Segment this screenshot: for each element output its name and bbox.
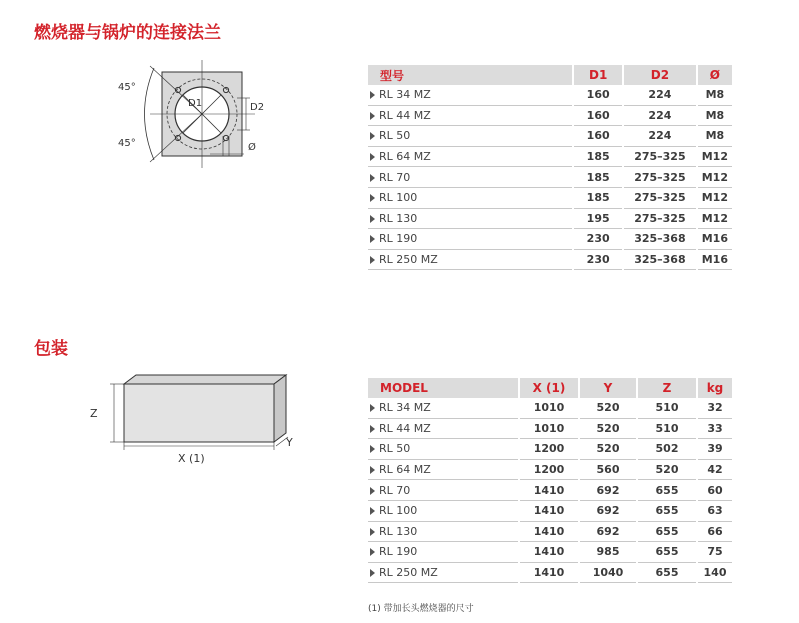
table-cell: 275–325 bbox=[623, 146, 697, 167]
column-header: D1 bbox=[573, 65, 623, 85]
model-cell: RL 130 bbox=[367, 521, 519, 542]
packaging-box-diagram bbox=[88, 370, 308, 470]
table-cell: 1410 bbox=[519, 521, 579, 542]
table-row bbox=[367, 521, 733, 542]
table-cell: 502 bbox=[637, 439, 697, 460]
table-cell: 655 bbox=[637, 542, 697, 563]
model-cell: RL 100 bbox=[367, 187, 573, 208]
table-cell: 275–325 bbox=[623, 187, 697, 208]
table-cell: 224 bbox=[623, 126, 697, 147]
model-cell: RL 34 MZ bbox=[367, 85, 573, 105]
table-row bbox=[367, 126, 733, 147]
arrow-right-icon bbox=[370, 256, 375, 264]
table-cell: 655 bbox=[637, 521, 697, 542]
angle-bottom-label: 45° bbox=[118, 138, 136, 149]
arrow-right-icon bbox=[370, 174, 375, 182]
table-cell: 520 bbox=[637, 459, 697, 480]
table-row bbox=[367, 398, 733, 418]
table-cell: M8 bbox=[697, 105, 733, 126]
arrow-right-icon bbox=[370, 569, 375, 577]
footnote: (1) 带加长头燃烧器的尺寸 bbox=[368, 604, 474, 614]
arrow-right-icon bbox=[370, 487, 375, 495]
model-cell: RL 50 bbox=[367, 439, 519, 460]
arrow-right-icon bbox=[370, 425, 375, 433]
d2-label: D2 bbox=[250, 102, 265, 113]
table-row bbox=[367, 167, 733, 188]
column-header: 型号 bbox=[367, 65, 573, 85]
model-cell: RL 250 MZ bbox=[367, 562, 519, 583]
table-row bbox=[367, 459, 733, 480]
table-row bbox=[367, 146, 733, 167]
table-cell: 1200 bbox=[519, 439, 579, 460]
table-cell: 39 bbox=[697, 439, 733, 460]
model-cell: RL 44 MZ bbox=[367, 418, 519, 439]
table-cell: 325–368 bbox=[623, 229, 697, 250]
table-cell: M8 bbox=[697, 126, 733, 147]
column-header: kg bbox=[697, 378, 733, 398]
x-label: X (1) bbox=[178, 452, 205, 465]
table-cell: 325–368 bbox=[623, 249, 697, 270]
column-header: Ø bbox=[697, 65, 733, 85]
table-cell: 160 bbox=[573, 105, 623, 126]
flange-table bbox=[366, 65, 734, 270]
table-cell: 63 bbox=[697, 500, 733, 521]
table-cell: 224 bbox=[623, 85, 697, 105]
table-cell: 160 bbox=[573, 126, 623, 147]
table-cell: M8 bbox=[697, 85, 733, 105]
table-cell: M12 bbox=[697, 208, 733, 229]
arrow-right-icon bbox=[370, 235, 375, 243]
table-cell: 692 bbox=[579, 521, 637, 542]
table-cell: 520 bbox=[579, 398, 637, 418]
table-cell: 1410 bbox=[519, 542, 579, 563]
table-cell: 560 bbox=[579, 459, 637, 480]
table-cell: 230 bbox=[573, 249, 623, 270]
model-cell: RL 44 MZ bbox=[367, 105, 573, 126]
table-cell: 520 bbox=[579, 439, 637, 460]
table-cell: 75 bbox=[697, 542, 733, 563]
table-cell: 224 bbox=[623, 105, 697, 126]
table-cell: 32 bbox=[697, 398, 733, 418]
arrow-right-icon bbox=[370, 466, 375, 474]
arrow-right-icon bbox=[370, 528, 375, 536]
table-cell: 140 bbox=[697, 562, 733, 583]
table-cell: 1040 bbox=[579, 562, 637, 583]
model-cell: RL 50 bbox=[367, 126, 573, 147]
table-row bbox=[367, 418, 733, 439]
model-cell: RL 70 bbox=[367, 480, 519, 501]
table-row bbox=[367, 562, 733, 583]
model-cell: RL 64 MZ bbox=[367, 459, 519, 480]
model-cell: RL 70 bbox=[367, 167, 573, 188]
arrow-right-icon bbox=[370, 215, 375, 223]
table-cell: 655 bbox=[637, 500, 697, 521]
table-row bbox=[367, 500, 733, 521]
table-cell: 510 bbox=[637, 418, 697, 439]
table-cell: 185 bbox=[573, 187, 623, 208]
table-row bbox=[367, 105, 733, 126]
model-cell: RL 190 bbox=[367, 229, 573, 250]
table-cell: 185 bbox=[573, 146, 623, 167]
table-cell: 230 bbox=[573, 229, 623, 250]
y-label: Y bbox=[286, 436, 293, 449]
table-cell: 42 bbox=[697, 459, 733, 480]
table-cell: 33 bbox=[697, 418, 733, 439]
table-cell: 195 bbox=[573, 208, 623, 229]
arrow-right-icon bbox=[370, 91, 375, 99]
table-row bbox=[367, 229, 733, 250]
arrow-right-icon bbox=[370, 507, 375, 515]
table-row bbox=[367, 85, 733, 105]
diameter-label: Ø bbox=[248, 142, 256, 153]
model-cell: RL 130 bbox=[367, 208, 573, 229]
table-cell: 692 bbox=[579, 500, 637, 521]
table-cell: M12 bbox=[697, 146, 733, 167]
table-cell: 1410 bbox=[519, 562, 579, 583]
table-cell: 1410 bbox=[519, 500, 579, 521]
table-cell: M16 bbox=[697, 229, 733, 250]
table-header-row bbox=[367, 65, 733, 85]
table-cell: 66 bbox=[697, 521, 733, 542]
column-header: X (1) bbox=[519, 378, 579, 398]
table-cell: 275–325 bbox=[623, 208, 697, 229]
model-cell: RL 64 MZ bbox=[367, 146, 573, 167]
model-cell: RL 190 bbox=[367, 542, 519, 563]
arrow-right-icon bbox=[370, 132, 375, 140]
table-cell: 275–325 bbox=[623, 167, 697, 188]
table-row bbox=[367, 480, 733, 501]
table-row bbox=[367, 208, 733, 229]
z-label: Z bbox=[90, 407, 98, 420]
table-cell: 655 bbox=[637, 562, 697, 583]
packaging-section-title: 包装 bbox=[34, 339, 68, 359]
column-header: Y bbox=[579, 378, 637, 398]
table-row bbox=[367, 542, 733, 563]
model-cell: RL 100 bbox=[367, 500, 519, 521]
flange-diagram bbox=[110, 58, 280, 168]
table-header-row bbox=[367, 378, 733, 398]
table-cell: 985 bbox=[579, 542, 637, 563]
model-cell: RL 34 MZ bbox=[367, 398, 519, 418]
model-cell: RL 250 MZ bbox=[367, 249, 573, 270]
table-row bbox=[367, 249, 733, 270]
angle-top-label: 45° bbox=[118, 82, 136, 93]
table-cell: M12 bbox=[697, 187, 733, 208]
table-cell: M16 bbox=[697, 249, 733, 270]
arrow-right-icon bbox=[370, 548, 375, 556]
table-cell: 1010 bbox=[519, 398, 579, 418]
table-cell: M12 bbox=[697, 167, 733, 188]
table-cell: 60 bbox=[697, 480, 733, 501]
column-header: MODEL bbox=[367, 378, 519, 398]
table-row bbox=[367, 439, 733, 460]
arrow-right-icon bbox=[370, 445, 375, 453]
column-header: D2 bbox=[623, 65, 697, 85]
d1-label: D1 bbox=[188, 98, 203, 109]
table-cell: 692 bbox=[579, 480, 637, 501]
table-cell: 1200 bbox=[519, 459, 579, 480]
arrow-right-icon bbox=[370, 153, 375, 161]
table-cell: 1010 bbox=[519, 418, 579, 439]
table-cell: 160 bbox=[573, 85, 623, 105]
arrow-right-icon bbox=[370, 404, 375, 412]
arrow-right-icon bbox=[370, 194, 375, 202]
table-cell: 185 bbox=[573, 167, 623, 188]
table-cell: 1410 bbox=[519, 480, 579, 501]
flange-section-title: 燃烧器与锅炉的连接法兰 bbox=[34, 23, 221, 43]
column-header: Z bbox=[637, 378, 697, 398]
table-cell: 655 bbox=[637, 480, 697, 501]
table-row bbox=[367, 187, 733, 208]
table-cell: 520 bbox=[579, 418, 637, 439]
packaging-table bbox=[366, 378, 734, 583]
table-cell: 510 bbox=[637, 398, 697, 418]
arrow-right-icon bbox=[370, 112, 375, 120]
